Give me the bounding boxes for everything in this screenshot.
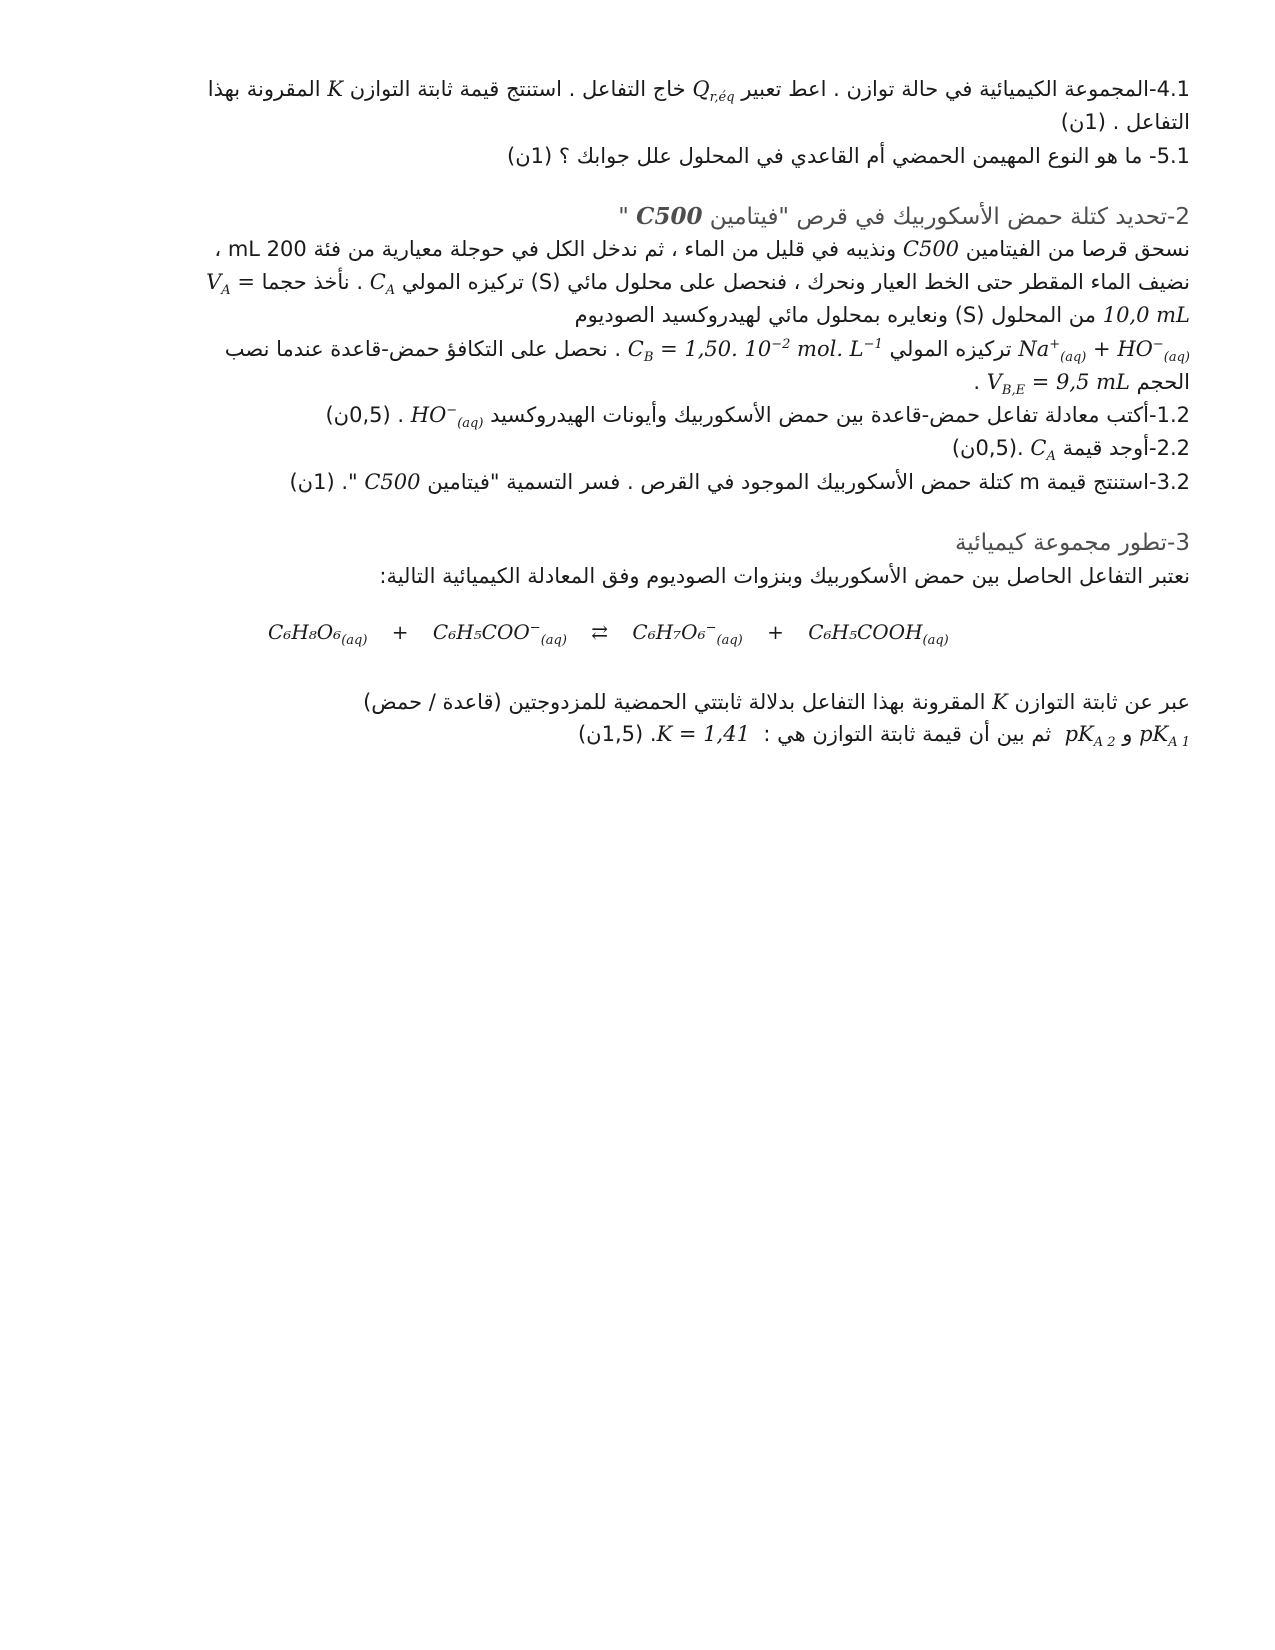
- section-2-para-line-1: نسحق قرصا من الفيتامين C500 ونذيبه في قليل من الماء ، ثم ندخل الكل في حوجلة معيارية من فئة 200 mL ،: [214, 237, 1190, 261]
- section-3-intro: نعتبر التفاعل الحاصل بين حمض الأسكوربيك وبنزوات الصوديوم وفق المعادلة الكيميائية التالية:: [379, 564, 1190, 588]
- section-2-para-line-4: $Na^+_{(aq)} + HO^-_{(aq)}$ تركيزه المولي $C_B = 1,50$. $10^{-2}$ mol. $L^{-1}$ . نحصل على التكافؤ حمض-قاعدة عندما نصب: [224, 337, 1190, 366]
- question-2-2: 2.2-أوجد قيمة $C_A$ .(0,5ن): [951, 436, 1190, 465]
- section-3-para-line-2: $pK_{A 1}$ و $pK_{A 2}$ ثم بين أن قيمة ثابتة التوازن هي : K = 1,41. (1,5ن): [577, 722, 1190, 751]
- reactant-benzoate: $C_6H_5COO^-_{(aq)}$: [432, 620, 567, 648]
- plus-sign: +: [391, 620, 409, 644]
- section-3-para-line-1: عبر عن ثابتة التوازن K المقرونة بهذا التفاعل بدلالة ثابتتي الحمضية للمزدوجتين (قاعدة / حمض): [363, 690, 1190, 714]
- question-3-2: 3.2-استنتج قيمة m كتلة حمض الأسكوربيك الموجود في القرص . فسر التسمية "فيتامين C500 ". (1ن): [289, 470, 1190, 494]
- q41-text-b: خاج التفاعل . استنتج قيمة ثابتة التوازن: [349, 77, 686, 101]
- section-2-para-line-5: الحجم $V_{B,E} = 9,5$ mL .: [973, 370, 1190, 399]
- q41-text-c: المقرونة بهذا: [207, 77, 321, 101]
- k-symbol: K: [327, 77, 344, 101]
- q-ratio-symbol: $Q_{r,éq}$: [692, 77, 735, 106]
- section-2-para-line-2: نضيف الماء المقطر حتى الخط العيار ونحرك ، فنحصل على محلول مائي (S) تركيزه المولي $C_A$ . نأخذ حجما $V_A$ =: [206, 270, 1190, 299]
- question-1-2: 1.2-أكتب معادلة تفاعل حمض-قاعدة بين حمض الأسكوربيك وأيونات الهيدروكسيد $HO^-_{(aq)}$ . (0,5ن): [325, 403, 1190, 432]
- equilibrium-arrow-icon: ⇄: [591, 620, 609, 644]
- question-4-1-line-1: [120, 73, 1190, 105]
- q41-text-a: 4.1-المجموعة الكيميائية في حالة توازن . اعط تعبير: [741, 77, 1190, 101]
- section-2-heading: 2-تحديد كتلة حمض الأسكوربيك في قرص "فيتامين C500 ": [618, 203, 1190, 230]
- document-page: [120, 0, 1190, 1650]
- chemical-equation: [268, 620, 949, 648]
- product-ascorbate: $C_6H_7O_6^-_{(aq)}$: [632, 620, 743, 648]
- section-3-heading: 3-تطور مجموعة كيميائية: [954, 530, 1190, 556]
- section-2-para-line-3: 10,0 mL من المحلول (S) ونعايره بمحلول مائي لهيدروكسيد الصوديوم: [574, 303, 1190, 327]
- reactant-ascorbic-acid: $C_6H_8O_6_{(aq)}$: [268, 620, 368, 648]
- question-4-1-line-2: التفاعل . (1ن): [1060, 110, 1190, 134]
- question-5-1: 5.1- ما هو النوع المهيمن الحمضي أم القاعدي في المحلول علل جوابك ؟ (1ن): [507, 144, 1190, 168]
- plus-sign: +: [767, 620, 784, 644]
- product-benzoic-acid: $C_6H_5COOH_{(aq)}$: [808, 620, 949, 648]
